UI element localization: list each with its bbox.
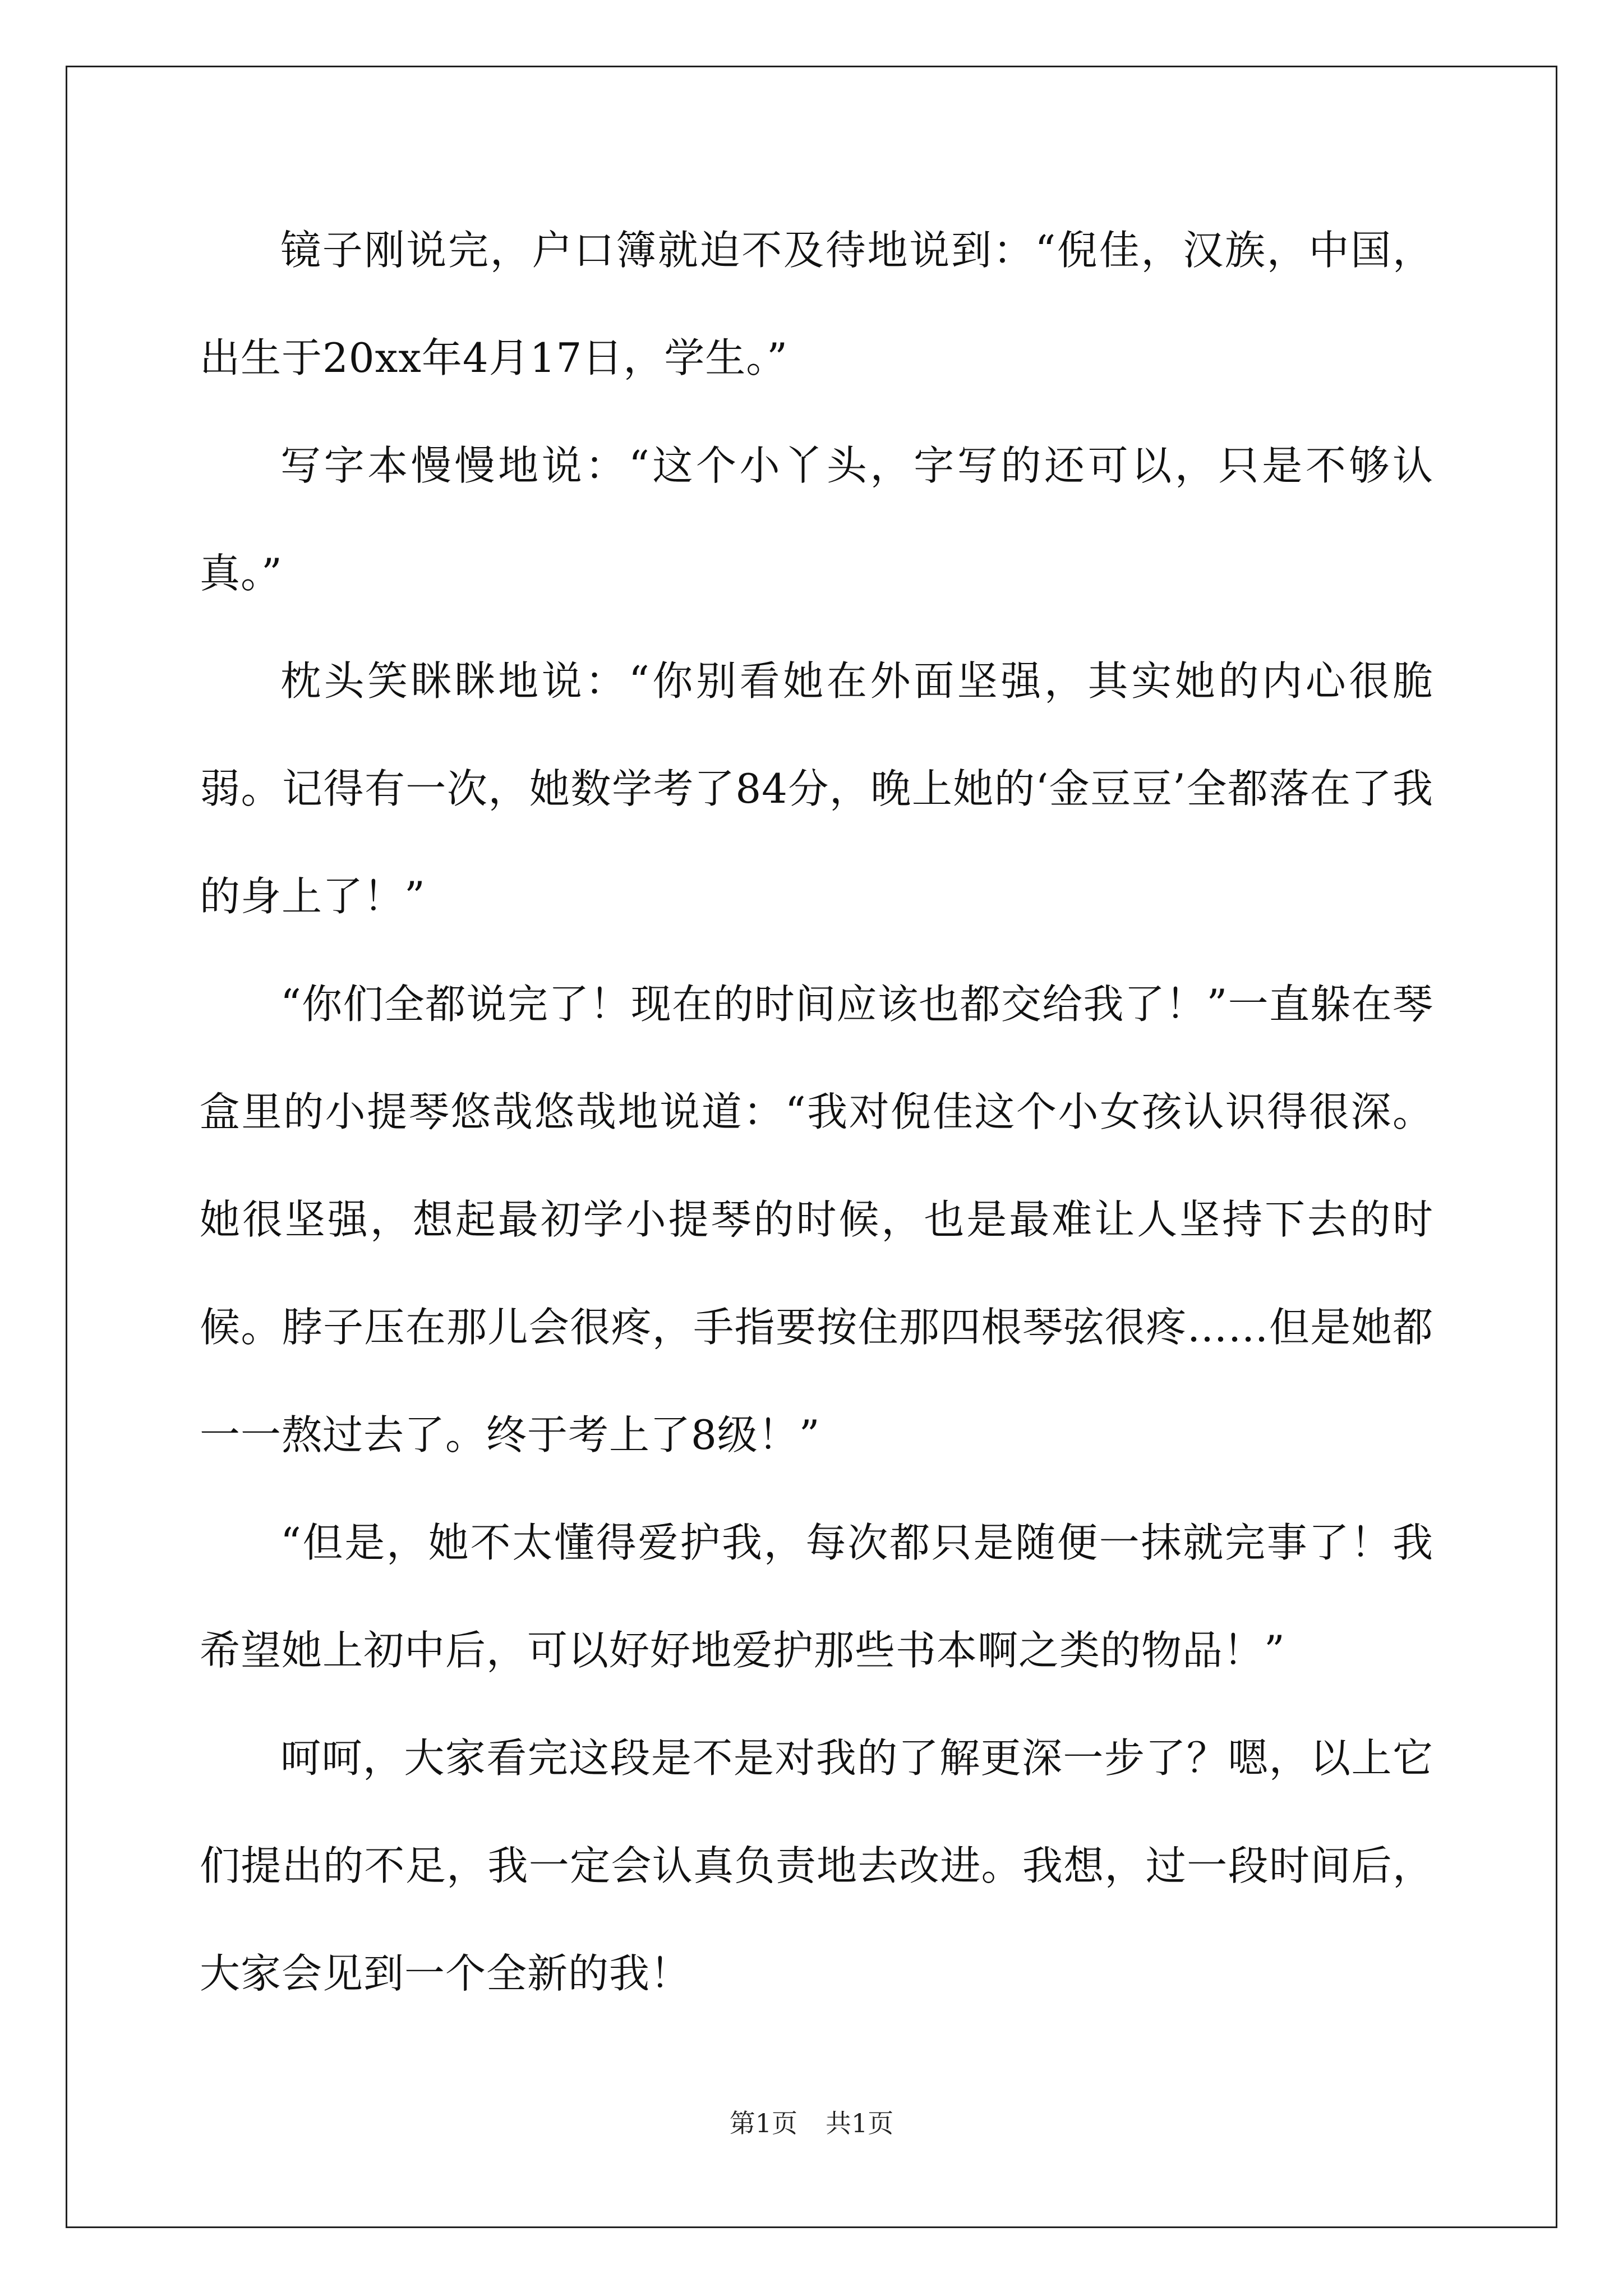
paragraph-5: “但是，她不太懂得爱护我，每次都只是随便一抹就完事了！我希望她上初中后，可以好好地爱护那些书本啊之类的物品！”: [200, 1519, 1433, 1674]
page-number: 第1页: [729, 2108, 797, 2138]
paragraph-2: 写字本慢慢地说：“这个小丫头，字写的还可以，只是不够认真。”: [200, 442, 1433, 597]
page-total: 共1页: [826, 2108, 894, 2138]
document-body: [200, 196, 1433, 2027]
paragraph-4: “你们全都说完了！现在的时间应该也都交给我了！”一直躲在琴盒里的小提琴悠哉悠哉地说道：“我对倪佳这个小女孩认识得很深。她很坚强，想起最初学小提琴的时候，也是最难让人坚持下去的时候。脖子压在那儿会很疼，手指要按住那四根琴弦很疼……但是她都一一熬过去了。终于考上了8级！”: [200, 981, 1433, 1458]
paragraph-6: 呵呵，大家看完这段是不是对我的了解更深一步了？嗯，以上它们提出的不足，我一定会认真负责地去改进。我想，过一段时间后，大家会见到一个全新的我！: [200, 1734, 1433, 1997]
paragraph-3: 枕头笑眯眯地说：“你别看她在外面坚强，其实她的内心很脆弱。记得有一次，她数学考了84分，晚上她的‘金豆豆’全都落在了我的身上了！”: [200, 657, 1433, 920]
page-footer: [0, 2106, 1623, 2140]
paragraph-1: 镜子刚说完，户口簿就迫不及待地说到：“倪佳，汉族，中国，出生于20xx年4月17日，学生。”: [200, 227, 1433, 381]
